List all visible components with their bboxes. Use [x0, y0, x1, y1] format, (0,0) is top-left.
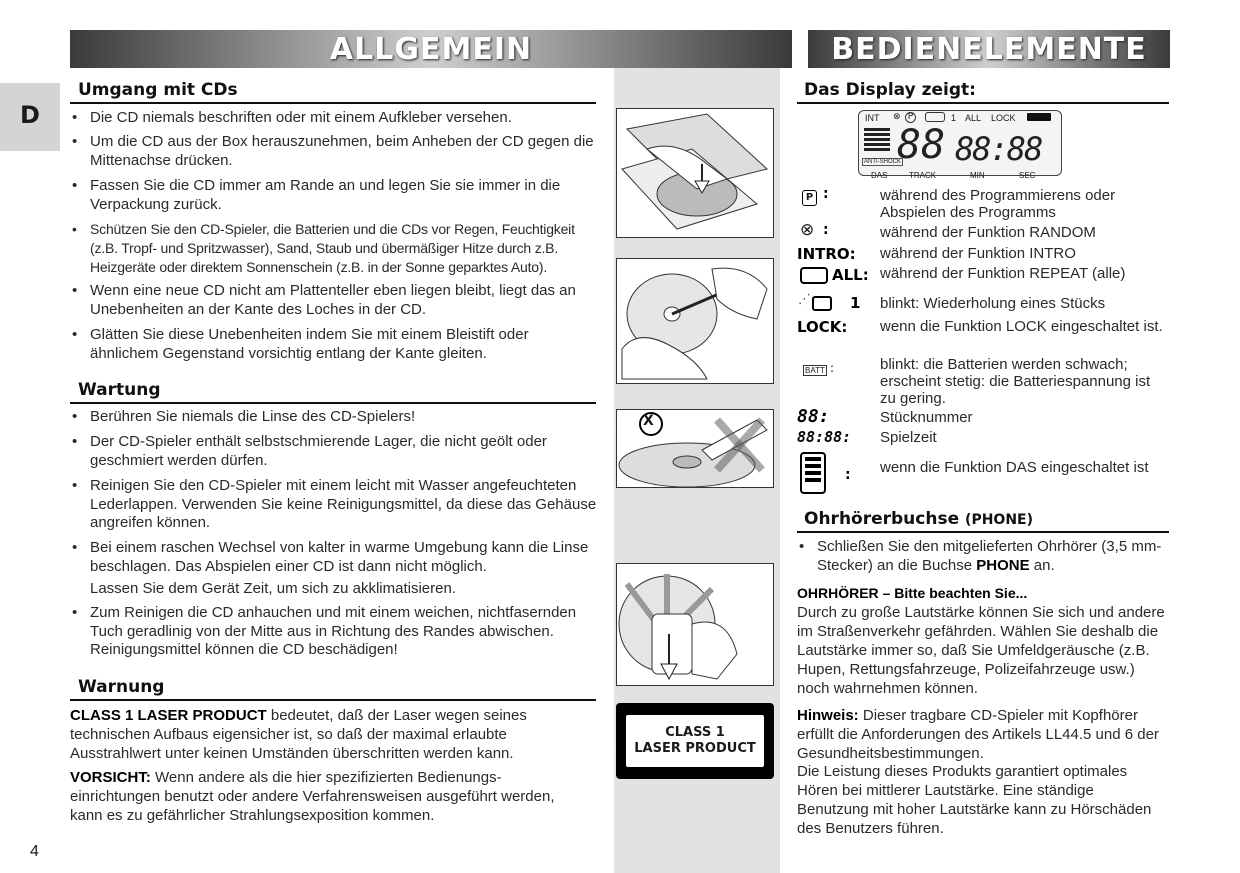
pointer-arrow: [597, 152, 615, 188]
row-text: während der Funktion REPEAT (alle): [880, 265, 1126, 282]
pointer-arrow: [597, 608, 615, 644]
laser-label-line1: CLASS 1: [665, 725, 725, 740]
list-item: • Berühren Sie niemals die Linse des CD-Spielers!: [72, 408, 416, 425]
laser-product-label: [616, 703, 774, 779]
repeat-icon: [925, 112, 945, 122]
row-text: während des Programmierens oder Abspielen des Programms: [880, 187, 1116, 221]
laser-label-line2: LASER PRODUCT: [634, 741, 756, 756]
hinweis-paragraph-2: Die Leistung dieses Produkts garantiert optimales Hören bei mittlerer Lautstärke. Eine ständige Benutzung mit hoher Lautstärke kann zu Hörschäden des Benutzers führen.: [797, 763, 1152, 837]
list-item: • Wenn eine neue CD nicht am Plattenteller eben liegen bleibt, liegt das an Unebenheiten an der Kante des Loches in der CD.: [72, 282, 576, 318]
das-bars-icon: [864, 128, 890, 158]
lcd-display: [858, 110, 1062, 176]
list-item: • Reinigen Sie den CD-Spieler mit einem leicht mit Wasser angefeuchteten Lederlappen. Verwenden Sie keine Reinigungsmittel, da diese das Gehäuse angreifen können.: [72, 477, 597, 531]
hinweis-paragraph: Hinweis: Dieser tragbare CD-Spieler mit Kopfhörer erfüllt die Anforderungen des Artikels LL44.5 und 6 der Gesundheitsbestimmungen.: [797, 707, 1159, 762]
row-label: INTRO:: [797, 245, 856, 263]
row-text: während der Funktion RANDOM: [880, 224, 1096, 241]
lcd-label-sec: SEC: [1019, 171, 1036, 180]
blink-rays-icon: ⋰: [798, 292, 811, 307]
pointer-arrow: [597, 728, 615, 764]
x-mark: X: [643, 413, 654, 429]
list-item: • Schützen Sie den CD-Spieler, die Batterien und die CDs vor Regen, Feuchtigkeit (z.B. Tropf- und Spritzwasser), Sand, Staub und übermäßiger Hitze durch z.B. Heizgeräte oder direktem Sonnenschein (z.B. in der Sonne geparktes Auto).: [72, 221, 575, 275]
list-item: • Der CD-Spieler enthält selbstschmierende Lager, die nicht geölt oder geschmiert werden dürfen.: [72, 433, 547, 469]
heading-phone: Ohrhörerbuchse (PHONE): [804, 509, 1034, 529]
row-label: LOCK:: [797, 318, 848, 336]
list-item: • Schließen Sie den mitgelieferten Ohrhörer (3,5 mm-Stecker) an die Buchse PHONE an.: [799, 538, 1162, 574]
divider: [797, 102, 1169, 104]
random-icon: ⊗: [893, 112, 901, 122]
row-text: Spielzeit: [880, 429, 937, 446]
row-text: blinkt: die Batterien werden schwach; erscheint stetig: die Batteriespannung ist zu gering.: [880, 356, 1151, 407]
heading-display: Das Display zeigt:: [804, 80, 976, 100]
list-item: • Glätten Sie diese Unebenheiten indem Sie mit einem Bleistift oder ähnlichem Gegenstand vorsichtig entlang der Kante gleiten.: [72, 326, 529, 362]
heading-wartung: Wartung: [78, 380, 161, 400]
section-banner-allgemein: ALLGEMEIN: [70, 30, 792, 68]
heading-warnung: Warnung: [78, 677, 165, 697]
lcd-lock: LOCK: [991, 113, 1016, 123]
lcd-int: INT: [865, 113, 880, 123]
list-item: • Die CD niemals beschriften oder mit einem Aufkleber versehen.: [72, 109, 512, 126]
battery-icon: [1027, 113, 1051, 121]
phone-warning-text: Durch zu große Lautstärke können Sie sich und andere im Straßenverkehr gefährden. Wählen Sie deshalb die Lautstärke immer so, daß Sie Umfeldgeräusche (z.B. Hupen, Rettungsfahrzeuge, Polizeifahrzeuge usw.) noch wahrnehmen können.: [797, 604, 1165, 697]
lcd-time-digits: 88:88: [955, 130, 1042, 168]
row-text: wenn die Funktion DAS eingeschaltet ist: [880, 459, 1149, 476]
list-item: • Fassen Sie die CD immer am Rande an und legen Sie sie immer in die Verpackung zurück.: [72, 177, 561, 213]
row-label: ALL:: [832, 266, 869, 284]
cd-pencil-illustration: [616, 258, 774, 384]
lcd-one: 1: [951, 113, 957, 123]
battery-low-icon: BATT: [805, 366, 825, 375]
divider: [70, 699, 596, 701]
lcd-track-digits: 88: [897, 122, 946, 168]
laser-paragraph: CLASS 1 LASER PRODUCT bedeutet, daß der Laser wegen seines technischen Aufbaus eigensicher ist, so daß der maximal erlaubte Ausstrahlwert unter keinen Umständen überschritten werden kann.: [70, 707, 527, 762]
pointer-arrow: [597, 293, 615, 329]
row-text: blinkt: Wiederholung eines Stücks: [880, 295, 1106, 312]
lcd-label-min: MIN: [970, 171, 985, 180]
list-item: Lassen Sie dem Gerät Zeit, um sich zu akklimatisieren.: [90, 580, 456, 597]
row-text: während der Funktion INTRO: [880, 245, 1076, 262]
row-label: :: [823, 186, 829, 202]
row-label: 88:88:: [797, 428, 852, 446]
list-item: • Um die CD aus der Box herauszunehmen, beim Anheben der CD gegen die Mittenachse drücken.: [72, 133, 594, 169]
row-text: Stücknummer: [880, 409, 973, 426]
cd-box-illustration: [616, 108, 774, 238]
row-label: :: [830, 361, 835, 375]
row-label: :: [845, 467, 851, 483]
lcd-label-das: DAS: [871, 171, 888, 180]
lens-warning-illustration: [616, 409, 774, 488]
language-tab: D: [0, 83, 60, 151]
repeat-one-icon: [812, 296, 832, 311]
lcd-label-track: TRACK: [909, 171, 937, 180]
random-icon: ⊗: [800, 220, 815, 240]
row-label: 1: [850, 294, 861, 312]
cd-cleaning-illustration: [616, 563, 774, 686]
list-item: • Bei einem raschen Wechsel von kalter in warme Umgebung kann die Linse beschlagen. Das Abspielen einer CD ist dann nicht möglich.: [72, 539, 589, 575]
caution-paragraph: VORSICHT: Wenn andere als die hier spezifizierten Bedienungs-einrichtungen benutzt oder andere Verfahrensweisen ausgeführt werden, kann es zu gefährlicher Strahlungsexposition kommen.: [70, 769, 555, 824]
divider: [70, 102, 596, 104]
lcd-antishock: ANTI-SHOCK: [864, 159, 902, 165]
lcd-all: ALL: [965, 113, 982, 123]
phone-warning-heading: OHRHÖRER – Bitte beachten Sie...: [797, 585, 1028, 601]
heading-umgang: Umgang mit CDs: [78, 80, 238, 100]
pointer-arrow: [597, 411, 615, 447]
repeat-icon: [800, 267, 828, 284]
row-label: 88:: [797, 406, 830, 427]
divider: [797, 531, 1169, 533]
page-number: 4: [30, 843, 39, 860]
row-text: wenn die Funktion LOCK eingeschaltet ist.: [880, 318, 1163, 335]
program-icon: P: [802, 190, 817, 206]
laser-label-text: [626, 715, 764, 767]
divider: [70, 402, 596, 404]
row-label: :: [823, 222, 829, 238]
section-banner-bedienelemente: BEDIENELEMENTE: [808, 30, 1170, 68]
program-icon: P: [905, 112, 916, 123]
das-bars-icon: [800, 452, 826, 494]
list-item: • Zum Reinigen die CD anhauchen und mit einem weichen, nichtfasernden Tuch geradlinig von der Mitte aus in Richtung des Randes abwischen. Reinigungsmittel können die CD beschädigen!: [72, 604, 577, 658]
